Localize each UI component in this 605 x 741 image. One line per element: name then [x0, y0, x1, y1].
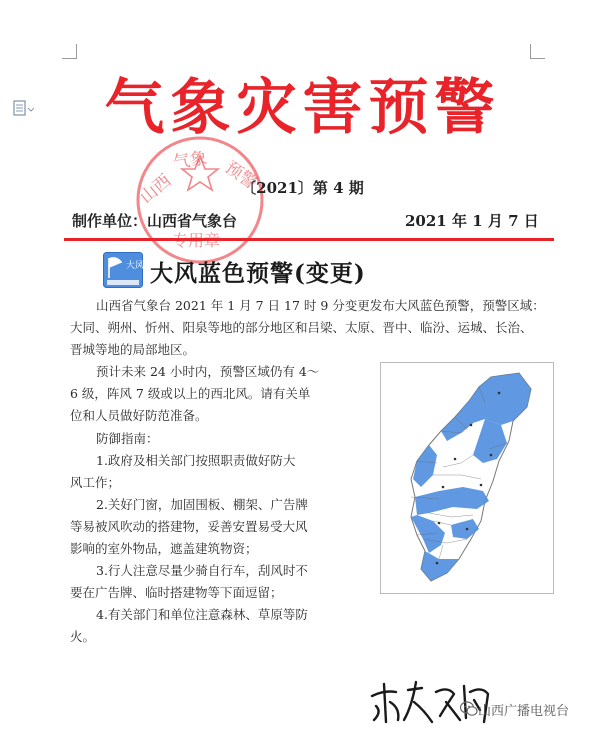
- guide-title: 防御指南：: [96, 431, 159, 446]
- text-line: 影响的室外物品，遮盖建筑物资；: [70, 541, 258, 556]
- guide-item: [70, 604, 325, 648]
- issue-number: 〔2021〕第 4 期: [241, 179, 364, 197]
- text-line: 大同、朔州、忻州、阳泉等地的部分地区和吕梁、太原、晋中、临汾、运城、长治、: [70, 320, 533, 335]
- page-corner-mark-right: [530, 44, 545, 59]
- text-line: 风工作；: [70, 475, 121, 490]
- forecast-paragraph: [70, 361, 325, 427]
- guide-item: [70, 450, 325, 494]
- text-line: 1.政府及相关部门按照职责做好防大: [96, 453, 296, 468]
- text-line: 火。: [70, 629, 96, 644]
- official-seal: [116, 134, 306, 264]
- text-line: 晋城等地的局部地区。: [70, 342, 196, 357]
- guide-item: [70, 494, 325, 560]
- text-line: 位和人员做好防范准备。: [70, 408, 208, 423]
- alert-paragraph: [70, 295, 550, 361]
- svg-text:预警: 预警: [221, 157, 261, 194]
- text-line: 2.关好门窗，加固围板、棚架、广告牌: [96, 497, 308, 512]
- text-line: 3.行人注意尽量少骑自行车，刮风时不: [96, 563, 308, 578]
- alert-heading: 大风蓝色预警(变更): [150, 260, 366, 287]
- watermark-text: 山西广播电视台: [478, 704, 570, 719]
- text-line: 要在广告牌、临时搭建物等下面逗留；: [70, 585, 283, 600]
- badge-text: 大风: [126, 261, 143, 271]
- text-line: 等易被风吹动的搭建物，妥善安置易受大风: [70, 519, 308, 534]
- producer-label: 制作单位：山西省气象台: [72, 212, 238, 230]
- text-line: 6 级，阵风 7 级或以上的西北风。请有关单: [70, 386, 311, 401]
- header-divider: [64, 238, 554, 241]
- issue-date: 2021 年 1 月 7 日: [405, 212, 539, 230]
- blue-wind-alert-icon: [103, 252, 143, 288]
- text-line: 4.有关部门和单位注意森林、草原等防: [96, 607, 308, 622]
- text-line: 预计未来 24 小时内，预警区域仍有 4～: [96, 364, 320, 379]
- document-title: 气象灾害预警: [104, 73, 501, 143]
- page-corner-mark-left: [62, 44, 77, 59]
- wechat-icon: [460, 701, 478, 717]
- warning-area-map: [380, 362, 554, 594]
- text-line: 山西省气象台 2021 年 1 月 7 日 17 时 9 分变更发布大风蓝色预警，预警区域：: [96, 298, 545, 313]
- guide-item: [70, 560, 325, 604]
- svg-text:山西: 山西: [136, 170, 176, 208]
- svg-text:气象: 气象: [171, 148, 209, 173]
